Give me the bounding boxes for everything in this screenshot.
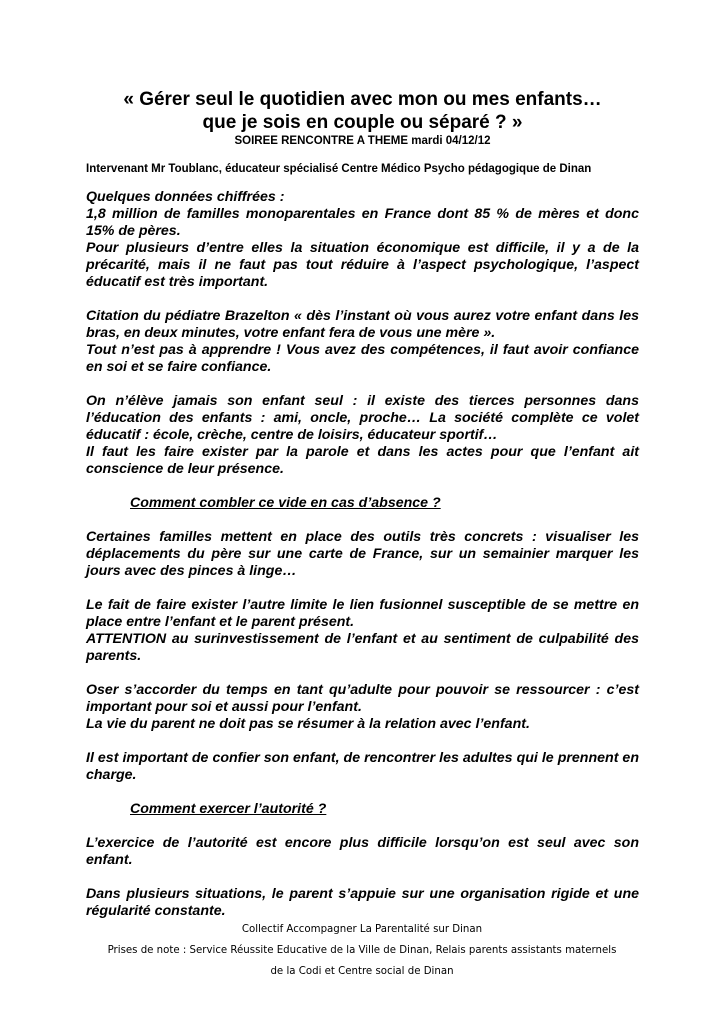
heading-authority <box>86 801 639 818</box>
time-text: Oser s’accorder du temps en tant qu’adulte pour pouvoir se ressourcer : c’est important pour soi et aussi pour l’enfant. <box>86 682 639 715</box>
fusion-text: Le fait de faire exister l’autre limite le lien fusionnel susceptible de se mettre en place entre l’enfant et le parent présent. <box>86 597 639 630</box>
document-page <box>86 88 639 937</box>
brazelton-quote: Citation du pédiatre Brazelton « dès l’instant où vous aurez votre enfant dans les bras, en deux minutes, votre enfant fera de vous une mère ». <box>86 308 639 341</box>
attention-text: ATTENTION au surinvestissement de l’enfant et au sentiment de culpabilité des parents. <box>86 631 639 664</box>
paragraph-authority: L’exercice de l’autorité est encore plus difficile lorsqu’on est seul avec son enfant. <box>86 835 639 868</box>
document-title <box>86 88 639 134</box>
parent-life-text: La vie du parent ne doit pas se résumer à la relation avec l’enfant. <box>86 716 530 732</box>
paragraph-time <box>86 682 639 733</box>
speaker-line: Intervenant Mr Toublanc, éducateur spécialisé Centre Médico Psycho pédagogique de Dinan <box>86 163 592 175</box>
paragraph-organisation: Dans plusieurs situations, le parent s’appuie sur une organisation rigide et une régularité constante. <box>86 886 639 919</box>
paragraph-trust: Il est important de confier son enfant, de rencontrer les adultes qui le prennent en charge. <box>86 750 639 783</box>
page-footer <box>60 919 664 982</box>
paragraph-third-parties <box>86 393 639 478</box>
figures-heading: Quelques données chiffrées : <box>86 189 285 205</box>
title-line-1: « Gérer seul le quotidien avec mon ou mes enfants… <box>123 89 602 110</box>
figures-statistic: 1,8 million de familles monoparentales en France dont 85 % de mères et donc 15% de pères. <box>86 206 639 239</box>
figures-precarity: Pour plusieurs d’entre elles la situation économique est difficile, il y a de la précarité, mais il ne faut pas tout réduire à l’aspect psychologique, l’aspect éducatif est très important. <box>86 240 639 290</box>
third-parties-text: On n’élève jamais son enfant seul : il existe des tierces personnes dans l’éducation des enfants : ami, oncle, proche… La société complète ce volet éducatif : école, crèche, centre de loisirs, éducateur sportif… <box>86 393 639 443</box>
presence-text: Il faut les faire exister par la parole et dans les actes pour que l’enfant ait conscience de leur présence. <box>86 444 639 477</box>
section-heading-authority: Comment exercer l’autorité ? <box>130 801 327 817</box>
paragraph-figures <box>86 189 639 291</box>
document-subtitle: SOIREE RENCONTRE A THEME mardi 04/12/12 <box>234 135 491 147</box>
paragraph-fusion <box>86 597 639 665</box>
paragraph-brazelton <box>86 308 639 376</box>
title-line-2: que je sois en couple ou séparé ? » <box>202 112 523 133</box>
section-heading-absence: Comment combler ce vide en cas d’absence ? <box>130 495 441 511</box>
paragraph-tools: Certaines familles mettent en place des outils très concrets : visualiser les déplacements du père sur une carte de France, sur un semainier marquer les jours avec des pinces à linge… <box>86 529 639 579</box>
document-body <box>86 189 639 920</box>
footer-line-2: Prises de note : Service Réussite Educative de la Ville de Dinan, Relais parents assistants maternels <box>107 945 617 956</box>
footer-line-1: Collectif Accompagner La Parentalité sur Dinan <box>241 924 483 935</box>
confidence-text: Tout n’est pas à apprendre ! Vous avez des compétences, il faut avoir confiance en soi et se faire confiance. <box>86 342 639 375</box>
footer-line-3: de la Codi et Centre social de Dinan <box>270 966 454 977</box>
heading-absence <box>86 495 639 512</box>
